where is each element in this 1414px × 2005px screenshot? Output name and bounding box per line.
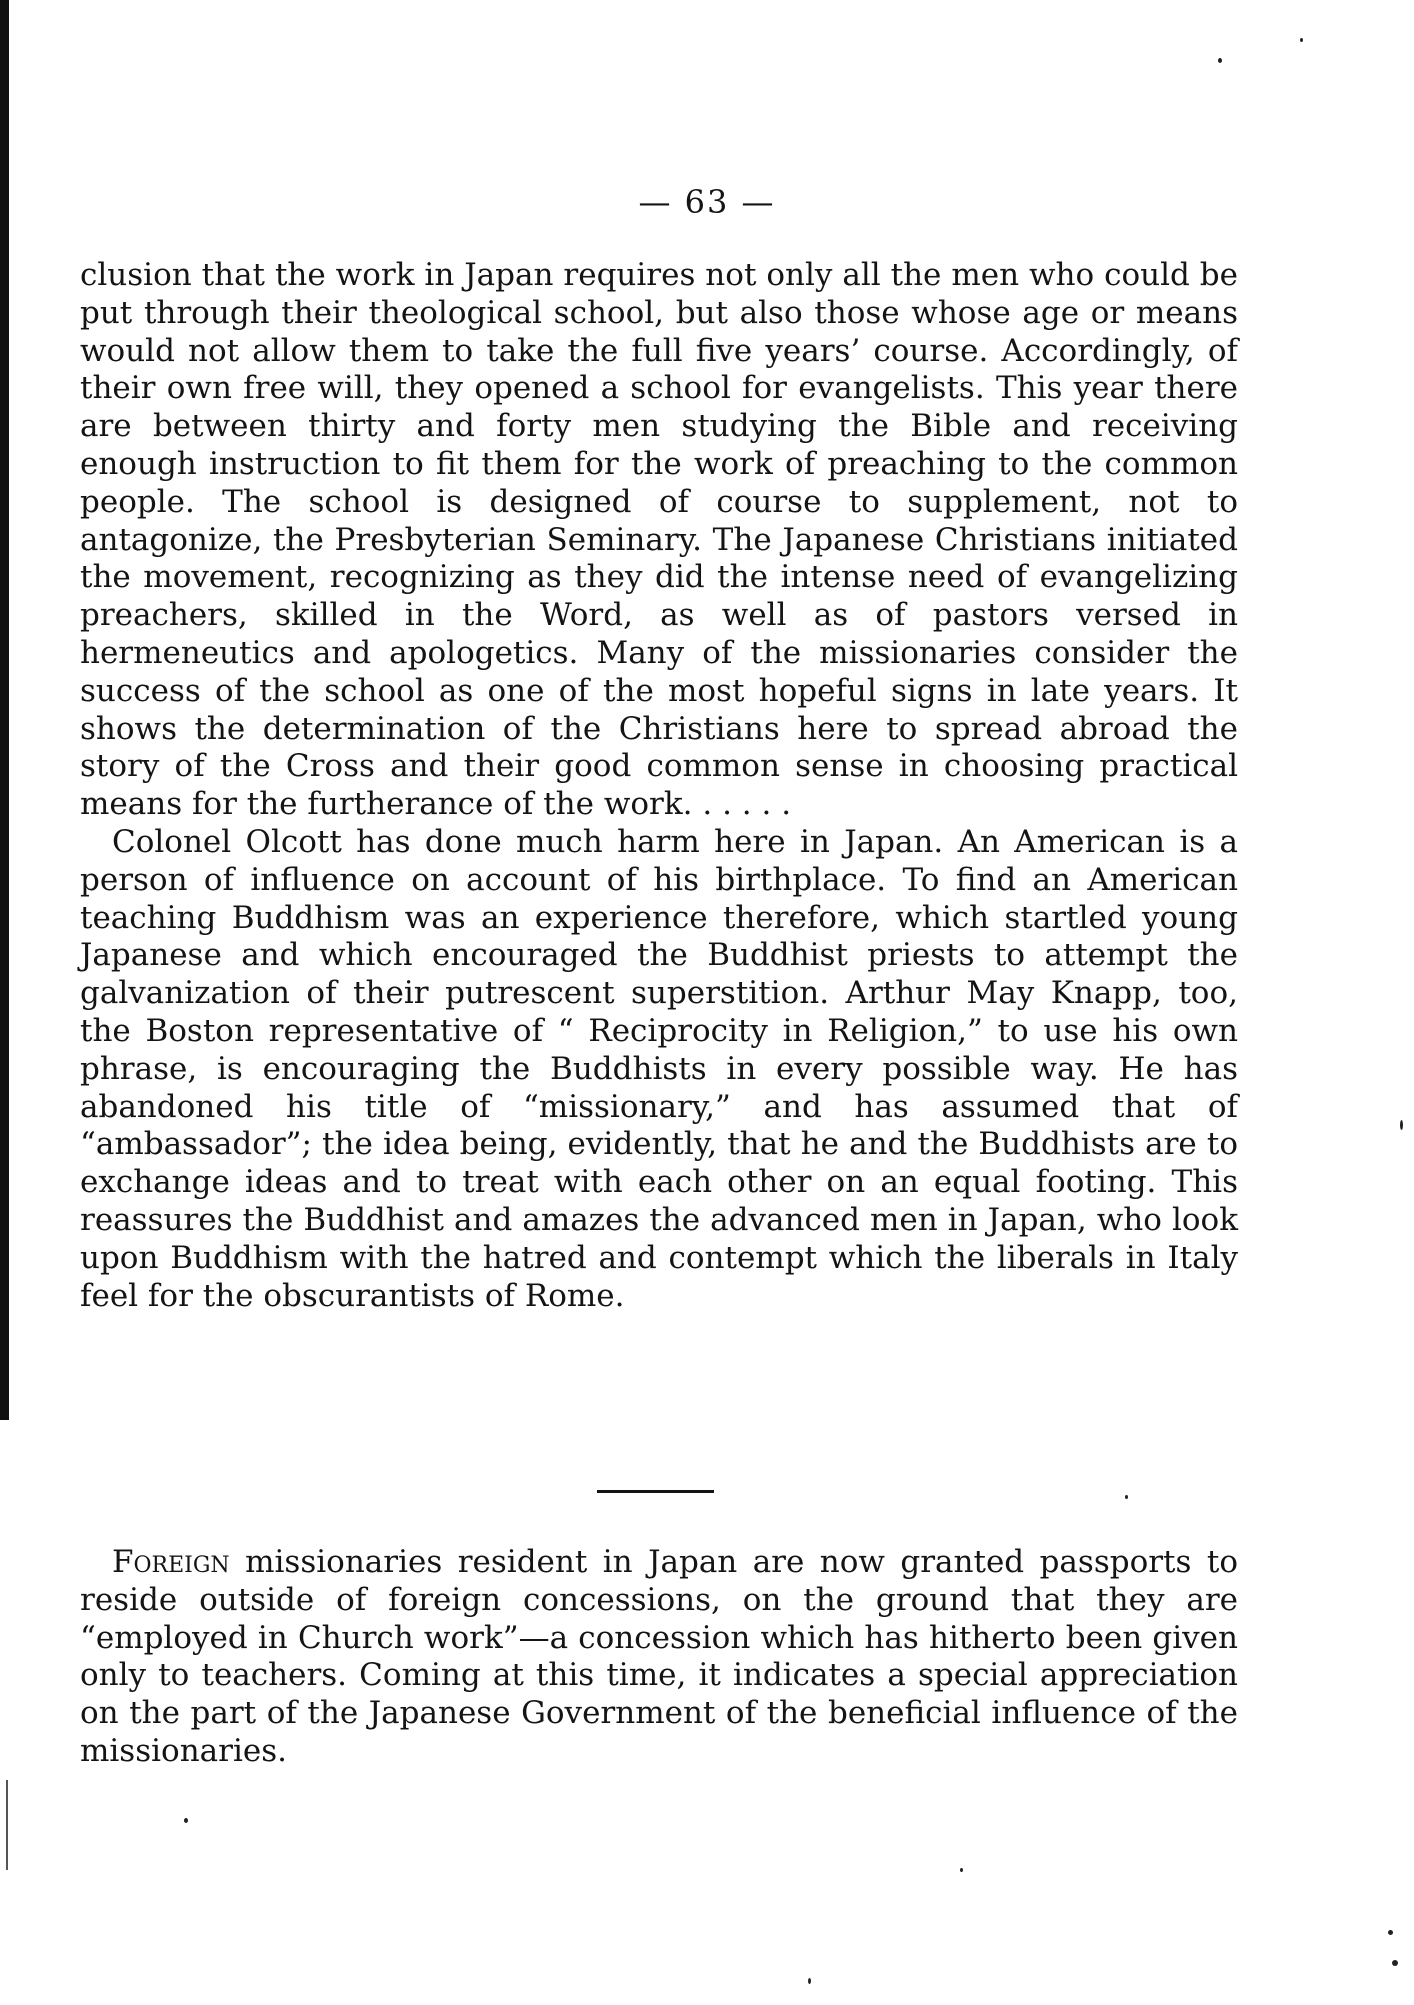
text-block-lower: [80, 1544, 1238, 1771]
text-block-upper: [80, 257, 1238, 1315]
scan-speck: [960, 1868, 963, 1872]
paragraph-continuation: clusion that the work in Japan requires not only all the men who could be put through their theological school, but also those whose age or means would not allow them to take the full five years’ course. Accordingly, of their own free will, they opened a school for evangelists. This year there are between thirty and forty men studying the Bible and receiving enough instruction to fit them for the work of preaching to the common people. The school is designed of course to supplement, not to antagonize, the Presbyterian Seminary. The Japanese Christians initiated the movement, recognizing as they did the intense need of evangelizing preachers, skilled in the Word, as well as of pastors versed in hermeneutics and apologetics. Many of the missionaries consider the success of the school as one of the most hopeful signs in late years. It shows the determination of the Christians here to spread abroad the story of the Cross and their good common sense in choosing practical means for the furtherance of the work. . . . . .: [80, 257, 1238, 823]
page-number: — 63 —: [638, 183, 776, 221]
scan-speck: [184, 1818, 188, 1823]
scan-speck: [1300, 38, 1303, 42]
binding-edge-mark: [6, 1780, 8, 1870]
scan-speck: [1392, 1960, 1398, 1966]
paragraph-olcott: Colonel Olcott has done much harm here in Japan. An American is a person of influence on account of his birthplace. To find an American teaching Buddhism was an experience therefore, which startled young Japanese and which encouraged the Buddhist priests to attempt the galvanization of their putrescent superstition. Arthur May Knapp, too, the Boston representative of “ Reciprocity in Religion,” to use his own phrase, is encouraging the Buddhists in every possible way. He has abandoned his title of “missionary,” and has assumed that of “ambassador”; the idea being, evidently, that he and the Buddhists are to exchange ideas and to treat with each other on an equal footing. This reassures the Buddhist and amazes the advanced men in Japan, who look upon Buddhism with the hatred and contempt which the liberals in Italy feel for the obscurantists of Rome.: [80, 823, 1238, 1314]
scan-speck: [1125, 1495, 1128, 1499]
scan-speck: [1218, 58, 1222, 63]
section-divider: [597, 1490, 714, 1493]
scan-speck: [808, 1978, 811, 1984]
scan-speck: [1400, 1120, 1403, 1130]
scan-speck: [1388, 1930, 1393, 1935]
paragraph-passports: [80, 1544, 1238, 1771]
paragraph-lead-word: Foreign: [112, 1544, 230, 1580]
paragraph-passports-text: missionaries resident in Japan are now granted passports to reside outside of foreign concessions, on the ground that they are “employed in Church work”—a concession which has hitherto been given only to teachers. Coming at this time, it indicates a special appreciation on the part of the Japanese Government of the beneficial influence of the missionaries.: [80, 1544, 1238, 1769]
